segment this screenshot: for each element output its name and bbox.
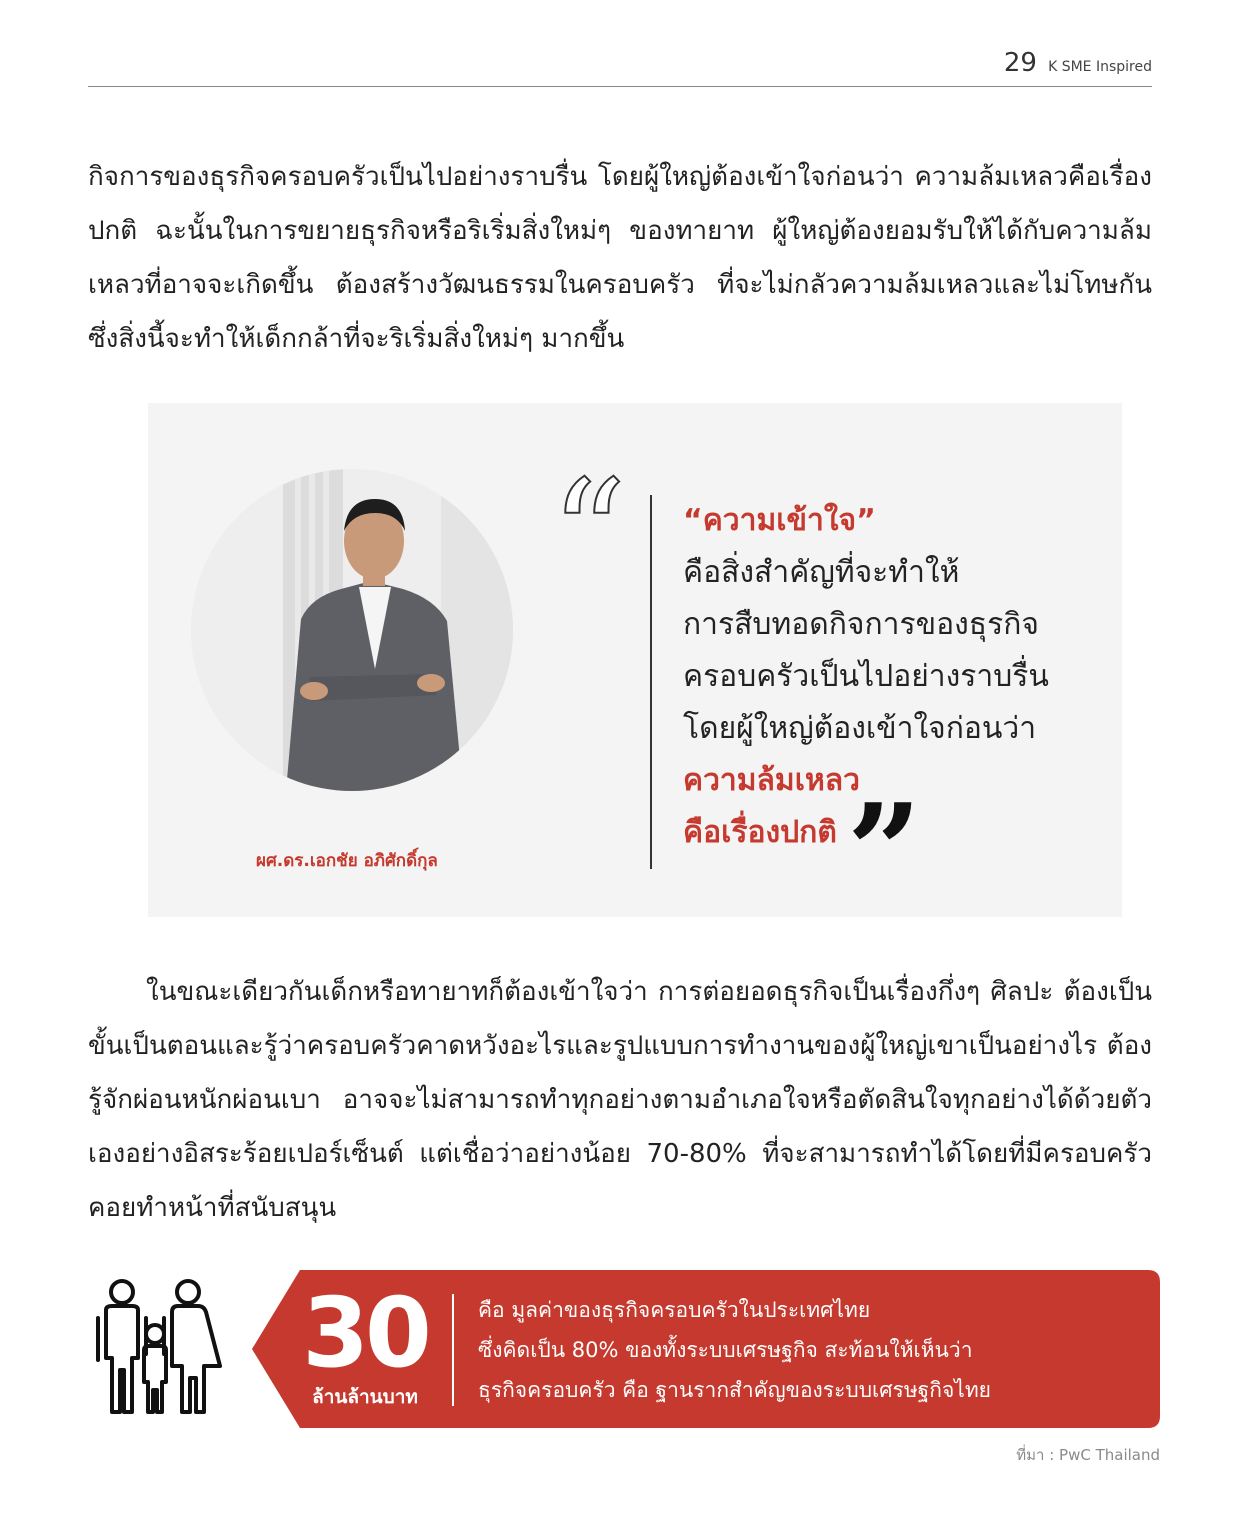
body-paragraph-1: กิจการของธุรกิจครอบครัวเป็นไปอย่างราบรื่น โดยผู้ใหญ่ต้องเข้าใจก่อนว่า ความล้มเหลวคือเรื่องปกติ ฉะนั้นในการขยายธุรกิจหรือริเริ่มสิ่งใหม่ๆ ของทายาท ผู้ใหญ่ต้องยอมรับให้ได้กับความล้มเหลวที่อาจจะเกิดขึ้น ต้องสร้างวัฒนธรรมในครอบครัว ที่จะไม่กลัวความล้มเหลวและไม่โทษกัน ซึ่งสิ่งนี้จะทำให้เด็กกล้าที่จะริเริ่มสิ่งใหม่ๆ มากขึ้น [88, 162, 1152, 354]
statistic-banner [252, 1270, 1160, 1428]
quote-line-highlight: ความล้มเหลว [683, 763, 860, 798]
quote-divider [650, 495, 652, 869]
page-header [88, 48, 1152, 87]
open-quote-icon: “ [550, 449, 627, 623]
quote-line: “ความเข้าใจ” [683, 503, 876, 538]
quote-line: การสืบทอดกิจการของธุรกิจ [683, 607, 1039, 642]
quote-text [683, 495, 1113, 928]
portrait-photo [191, 469, 513, 791]
quote-line-highlight: คือเรื่องปกติ [683, 815, 837, 850]
statistic-divider [452, 1294, 454, 1406]
statistic-number: 30 [302, 1277, 428, 1389]
statistic-description [478, 1290, 1148, 1410]
source-note: ที่มา : PwC Thailand [1016, 1446, 1160, 1464]
page-number: 29 [1003, 48, 1037, 78]
quote-line: คือสิ่งสำคัญที่จะทำให้ [683, 555, 960, 590]
pull-quote-box [148, 403, 1122, 928]
statistic-unit: ล้านล้านบาท [312, 1386, 418, 1408]
close-quote-icon: ” [846, 775, 922, 928]
quote-line: ครอบครัวเป็นไปอย่างราบรื่น [683, 659, 1049, 694]
body-paragraph-2: ในขณะเดียวกันเด็กหรือทายาทก็ต้องเข้าใจว่า การต่อยอดธุรกิจเป็นเรื่องกึ่งๆ ศิลปะ ต้องเป็นขั้นเป็นตอนและรู้ว่าครอบครัวคาดหวังอะไรและรูปแบบการทำงานของผู้ใหญ่เขาเป็นอย่างไร ต้องรู้จักผ่อนหนักผ่อนเบา อาจจะไม่สามารถทำทุกอย่างตามอำเภอใจหรือตัดสินใจทุกอย่างได้ด้วยตัวเองอย่างอิสระร้อยเปอร์เซ็นต์ แต่เชื่อว่าอย่างน้อย 70-80% ที่จะสามารถทำได้โดยที่มีครอบครัวคอยทำหน้าที่สนับสนุน [88, 977, 1152, 1223]
quote-line: โดยผู้ใหญ่ต้องเข้าใจก่อนว่า [683, 711, 1037, 746]
magazine-name: K SME Inspired [1048, 59, 1152, 75]
statistic-line: ธุรกิจครอบครัว คือ ฐานรากสำคัญของระบบเศรษฐกิจไทย [478, 1378, 991, 1402]
family-icon [92, 1278, 226, 1416]
portrait-caption: ผศ.ดร.เอกชัย อภิศักดิ์กุล [256, 851, 438, 871]
statistic-line: คือ มูลค่าของธุรกิจครอบครัวในประเทศไทย [478, 1298, 871, 1322]
statistic-line: ซึ่งคิดเป็น 80% ของทั้งระบบเศรษฐกิจ สะท้อนให้เห็นว่า [478, 1338, 973, 1362]
